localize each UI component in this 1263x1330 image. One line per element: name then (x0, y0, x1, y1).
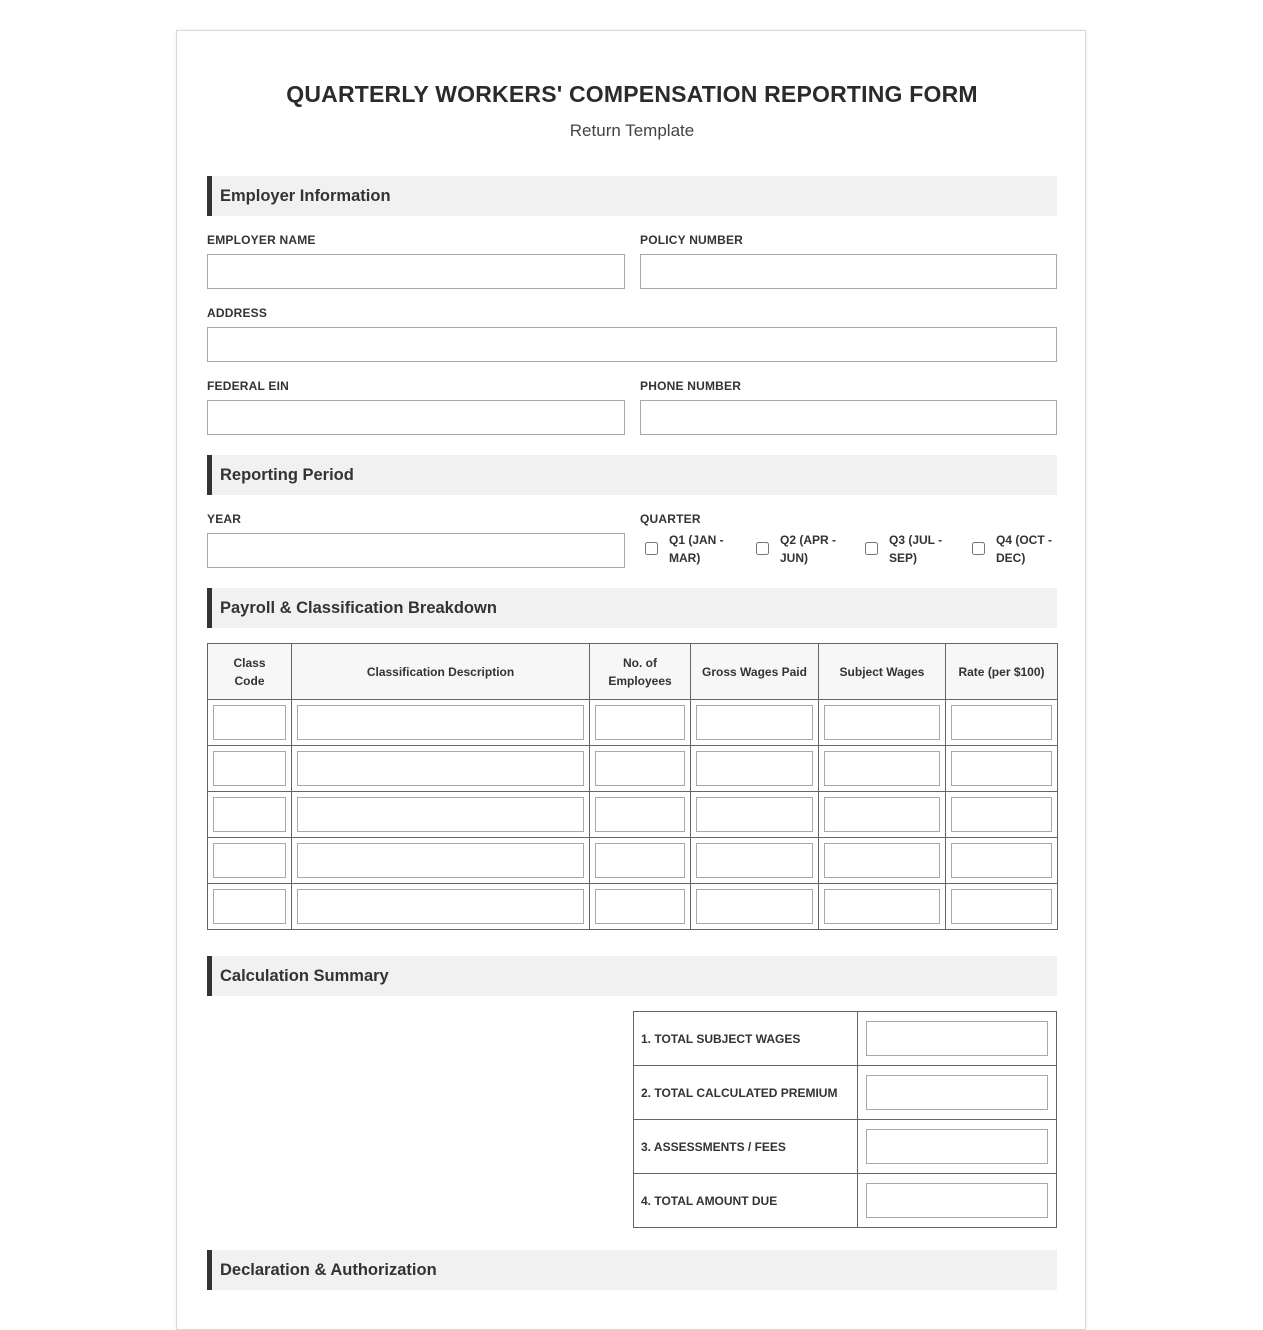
employees-count-input[interactable] (595, 705, 685, 740)
table-cell (208, 792, 292, 838)
table-cell (292, 746, 590, 792)
table-cell (946, 792, 1058, 838)
section-declaration-authorization: Declaration & Authorization (207, 1250, 1057, 1290)
phone-number-field[interactable] (640, 400, 1057, 435)
col-header-no-of-employees: No. of Employees (590, 644, 691, 700)
subject-wages-input[interactable] (824, 889, 940, 924)
gross-wages-input[interactable] (696, 705, 813, 740)
gross-wages-input[interactable] (696, 751, 813, 786)
subject-wages-input[interactable] (824, 705, 940, 740)
payroll-table (207, 643, 1058, 930)
col-header-gross-wages-paid: Gross Wages Paid (691, 644, 819, 700)
phone-number-label: PHONE NUMBER (640, 379, 742, 393)
table-cell (590, 838, 691, 884)
total-calculated-premium-field[interactable] (866, 1075, 1048, 1110)
table-cell (819, 792, 946, 838)
col-header-class-code: Class Code (208, 644, 292, 700)
address-label: ADDRESS (207, 306, 268, 320)
table-cell (292, 838, 590, 884)
form-subtitle: Return Template (569, 121, 695, 140)
col-header-subject-wages: Subject Wages (819, 644, 946, 700)
summary-value-cell (858, 1120, 1057, 1174)
classification-description-input[interactable] (297, 843, 584, 878)
quarter-label: QUARTER (640, 512, 701, 526)
summary-table (633, 1011, 1057, 1228)
subject-wages-input[interactable] (824, 843, 940, 878)
summary-value-cell (858, 1066, 1057, 1120)
form-title: QUARTERLY WORKERS' COMPENSATION REPORTING FORM (286, 81, 978, 107)
assessments-fees-field[interactable] (866, 1129, 1048, 1164)
table-row (208, 700, 1058, 746)
section-payroll-breakdown: Payroll & Classification Breakdown (207, 588, 1057, 628)
federal-ein-label: FEDERAL EIN (207, 379, 289, 393)
summary-row (634, 1066, 1057, 1120)
summary-row (634, 1012, 1057, 1066)
rate-input[interactable] (951, 751, 1052, 786)
total-calculated-premium-label: 2. TOTAL CALCULATED PREMIUM (634, 1066, 858, 1120)
policy-number-label: POLICY NUMBER (640, 233, 744, 247)
section-reporting-period: Reporting Period (207, 455, 1057, 495)
policy-number-field[interactable] (640, 254, 1057, 289)
address-field[interactable] (207, 327, 1057, 362)
table-cell (292, 792, 590, 838)
table-cell (819, 838, 946, 884)
table-row (208, 746, 1058, 792)
table-cell (946, 884, 1058, 930)
table-row (208, 838, 1058, 884)
table-cell (590, 700, 691, 746)
total-subject-wages-label: 1. TOTAL SUBJECT WAGES (634, 1012, 858, 1066)
table-cell (946, 838, 1058, 884)
summary-value-cell (858, 1174, 1057, 1228)
quarter-q2-label: Q2 (APR - JUN) (780, 533, 837, 565)
year-label: YEAR (207, 512, 242, 526)
payroll-header-row (208, 644, 1058, 700)
classification-description-input[interactable] (297, 751, 584, 786)
employer-name-field[interactable] (207, 254, 625, 289)
table-cell (292, 700, 590, 746)
class-code-input[interactable] (213, 843, 286, 878)
year-field[interactable] (207, 533, 625, 568)
table-cell (691, 746, 819, 792)
quarter-q3-label: Q3 (JUL - SEP) (889, 533, 943, 565)
classification-description-input[interactable] (297, 705, 584, 740)
employees-count-input[interactable] (595, 751, 685, 786)
employer-name-label: EMPLOYER NAME (207, 233, 316, 247)
total-subject-wages-field[interactable] (866, 1021, 1048, 1056)
table-cell (208, 746, 292, 792)
class-code-input[interactable] (213, 797, 286, 832)
quarter-q3-checkbox[interactable] (865, 542, 878, 555)
table-cell (819, 884, 946, 930)
class-code-input[interactable] (213, 889, 286, 924)
rate-input[interactable] (951, 705, 1052, 740)
class-code-input[interactable] (213, 705, 286, 740)
table-cell (691, 838, 819, 884)
quarter-q4-label: Q4 (OCT - DEC) (996, 533, 1052, 565)
table-cell (691, 884, 819, 930)
table-cell (590, 792, 691, 838)
table-cell (819, 700, 946, 746)
gross-wages-input[interactable] (696, 843, 813, 878)
form-sheet (176, 30, 1086, 1330)
summary-value-cell (858, 1012, 1057, 1066)
gross-wages-input[interactable] (696, 889, 813, 924)
classification-description-input[interactable] (297, 889, 584, 924)
table-cell (590, 884, 691, 930)
employees-count-input[interactable] (595, 843, 685, 878)
employees-count-input[interactable] (595, 889, 685, 924)
table-row (208, 884, 1058, 930)
table-cell (691, 792, 819, 838)
assessments-fees-label: 3. ASSESSMENTS / FEES (634, 1120, 858, 1174)
table-cell (819, 746, 946, 792)
subject-wages-input[interactable] (824, 797, 940, 832)
col-header-rate: Rate (per $100) (946, 644, 1058, 700)
quarter-q1-label: Q1 (JAN - MAR) (669, 533, 724, 565)
table-cell (208, 700, 292, 746)
section-employer-information: Employer Information (207, 176, 1057, 216)
quarter-q1-checkbox[interactable] (645, 542, 658, 555)
table-cell (208, 884, 292, 930)
quarter-q2-checkbox[interactable] (756, 542, 769, 555)
table-row (208, 792, 1058, 838)
subject-wages-input[interactable] (824, 751, 940, 786)
table-cell (292, 884, 590, 930)
summary-row (634, 1120, 1057, 1174)
table-cell (590, 746, 691, 792)
quarter-q4-checkbox[interactable] (972, 542, 985, 555)
rate-input[interactable] (951, 843, 1052, 878)
table-cell (208, 838, 292, 884)
classification-description-input[interactable] (297, 797, 584, 832)
section-calculation-summary: Calculation Summary (207, 956, 1057, 996)
employees-count-input[interactable] (595, 797, 685, 832)
table-cell (946, 700, 1058, 746)
table-cell (691, 700, 819, 746)
total-amount-due-field[interactable] (866, 1183, 1048, 1218)
gross-wages-input[interactable] (696, 797, 813, 832)
summary-row (634, 1174, 1057, 1228)
federal-ein-field[interactable] (207, 400, 625, 435)
table-cell (946, 746, 1058, 792)
col-header-classification-description: Classification Description (292, 644, 590, 700)
class-code-input[interactable] (213, 751, 286, 786)
rate-input[interactable] (951, 889, 1052, 924)
total-amount-due-label: 4. TOTAL AMOUNT DUE (634, 1174, 858, 1228)
rate-input[interactable] (951, 797, 1052, 832)
